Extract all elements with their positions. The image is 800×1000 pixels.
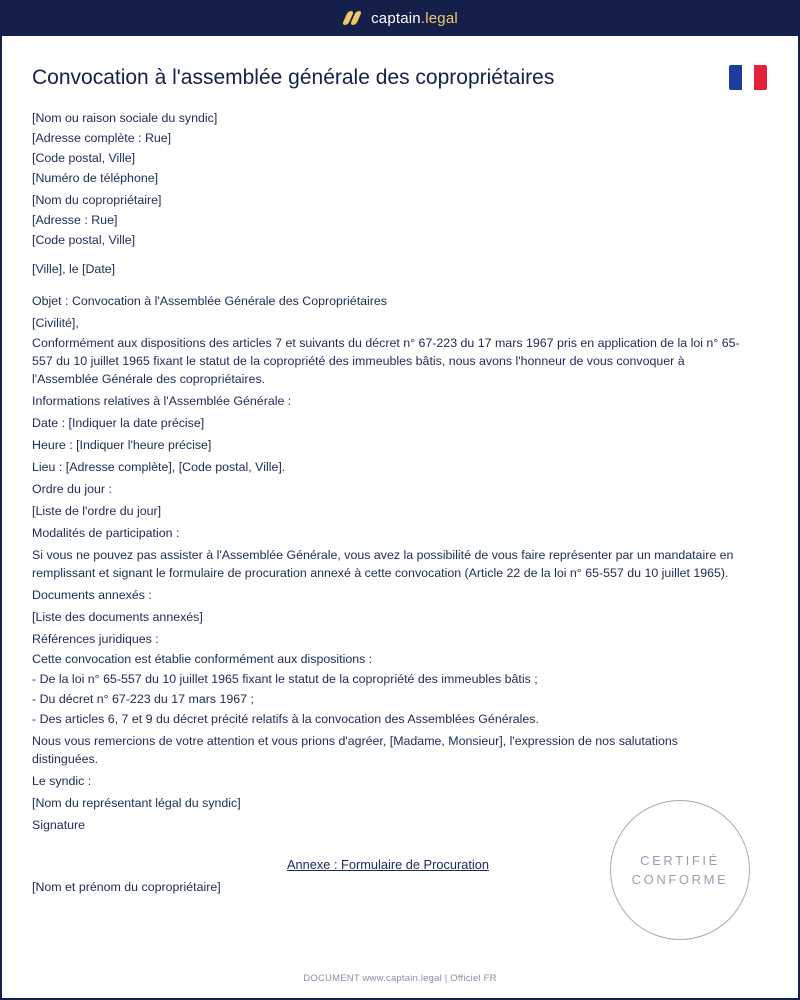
intro-paragraph: Conformément aux dispositions des articles 7 et suivants du décret n° 67-223 du 17 mars 1967 pris en application de la loi n° 65-557 du 10 juillet 1965 fixant le statut de la copropriété des immeubles bâtis, nous avons l'honneur de vous convoquer à l'Assemblée Générale des copropriétaires. [32, 336, 740, 386]
signature-label: Signature [32, 818, 86, 832]
certified-stamp [610, 800, 750, 940]
reference-item: - Du décret n° 67-223 du 17 mars 1967 ; [32, 692, 254, 706]
stamp-line: CERTIFIÉ [640, 853, 720, 868]
documents-heading: Documents annexés : [32, 588, 152, 602]
annex-title[interactable]: Annexe : Formulaire de Procuration [286, 857, 489, 872]
references-intro: Cette convocation est établie conformément aux dispositions : [32, 652, 373, 666]
captain-legal-logo-icon [342, 10, 362, 26]
flag-stripe-red [754, 65, 767, 90]
info-date: Date : [Indiquer la date précise] [32, 416, 205, 430]
brand-name: captain.legal [371, 9, 458, 27]
sender-line: [Numéro de téléphone] [32, 171, 159, 185]
sender-line: [Nom ou raison sociale du syndic] [32, 111, 218, 125]
signatory-heading: Le syndic : [32, 774, 92, 788]
signatory-name: [Nom du représentant légal du syndic] [32, 796, 241, 810]
france-flag-icon [729, 65, 767, 90]
recipient-line: [Code postal, Ville] [32, 233, 136, 247]
recipient-line: [Adresse : Rue] [32, 213, 118, 227]
document-footer: DOCUMENT www.captain.legal | Officiel FR [303, 973, 497, 984]
salutation: [Civilité], [32, 316, 79, 330]
closing-paragraph: Nous vous remercions de votre attention et vous prions d'agréer, [Madame, Monsieur], l'expression de nos salutations distinguées. [32, 734, 678, 766]
agenda-heading: Ordre du jour : [32, 482, 112, 496]
info-place: Lieu : [Adresse complète], [Code postal, Ville]. [32, 460, 286, 474]
references-heading: Références juridiques : [32, 632, 159, 646]
subject-line: Objet : Convocation à l'Assemblée Générale des Copropriétaires [32, 294, 387, 308]
info-heading: Informations relatives à l'Assemblée Générale : [32, 394, 292, 408]
documents-text: [Liste des documents annexés] [32, 610, 203, 624]
annex-owner: [Nom et prénom du copropriétaire] [32, 880, 221, 894]
agenda-text: [Liste de l'ordre du jour] [32, 504, 162, 518]
recipient-line: [Nom du copropriétaire] [32, 193, 162, 207]
sender-line: [Adresse complète : Rue] [32, 131, 172, 145]
stamp-line: CONFORME [631, 872, 729, 887]
brand-logo[interactable] [342, 10, 458, 27]
reference-item: - De la loi n° 65-557 du 10 juillet 1965 fixant le statut de la copropriété des immeubles bâtis ; [32, 672, 538, 686]
document-body [32, 109, 744, 896]
info-time: Heure : [Indiquer l'heure précise] [32, 438, 212, 452]
sender-line: [Code postal, Ville] [32, 151, 136, 165]
participation-heading: Modalités de participation : [32, 526, 180, 540]
participation-text: Si vous ne pouvez pas assister à l'Assemblée Générale, vous avez la possibilité de vous faire représenter par un mandataire en remplissant et signant le formulaire de procuration annexé à cette convocation (Article 22 de la loi n° 65-557 du 10 juillet 1965). [32, 548, 734, 580]
document-title: Convocation à l'assemblée générale des copropriétaires [32, 66, 555, 89]
reference-item: - Des articles 6, 7 et 9 du décret précité relatifs à la convocation des Assemblées Générales. [32, 712, 539, 726]
top-header-bar [0, 0, 800, 36]
flag-stripe-blue [729, 65, 742, 90]
place-date: [Ville], le [Date] [32, 262, 116, 276]
flag-stripe-white [742, 65, 755, 90]
document-page [2, 36, 798, 998]
